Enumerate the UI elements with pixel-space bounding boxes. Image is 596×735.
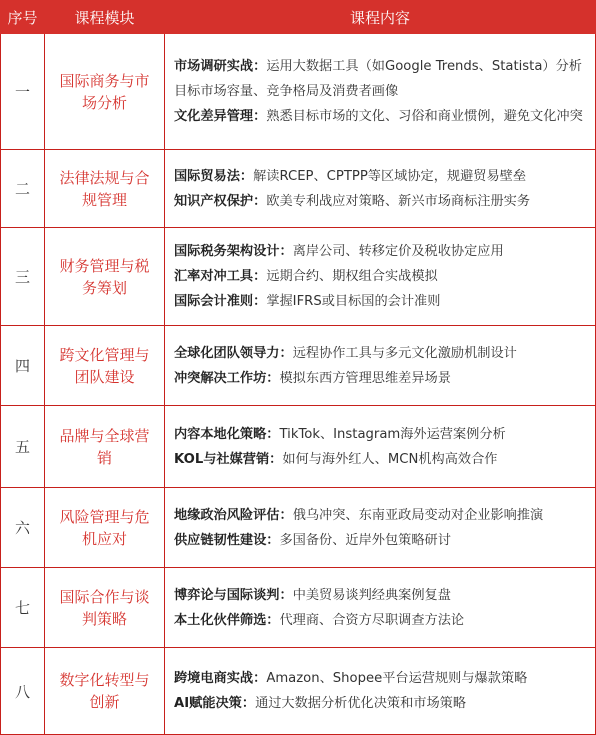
item-text: 掌握IFRS或目标国的会计准则 [266,294,441,309]
content-item [174,366,595,391]
table-row [1,568,596,648]
item-text: 如何与海外红人、MCN机构高效合作 [282,451,498,467]
item-text: 俄乌冲突、东南亚政局变动对企业影响推演 [292,507,544,523]
row-content [165,648,596,735]
row-content [165,488,596,568]
row-content [165,406,596,488]
content-item [174,691,595,716]
row-content [165,326,596,406]
content-item [174,583,595,608]
item-text: TikTok、Instagram海外运营案例分析 [279,426,506,442]
item-text: 熟悉目标市场的文化、习俗和商业惯例，避免文化冲突 [266,109,583,124]
table-row [1,648,596,735]
item-text: 代理商、合资方尽职调查方法论 [279,612,465,628]
item-title: 跨境电商实战： [174,671,267,686]
content-item [174,54,595,104]
item-title: 国际贸易法： [174,168,254,184]
row-module: 财务管理与税务筹划 [45,228,165,326]
item-text: Amazon、Shopee平台运营规则与爆款策略 [266,671,528,686]
row-module: 国际商务与市场分析 [45,34,165,150]
item-text: 远期合约、期权组合实战模拟 [266,269,438,284]
item-title: 知识产权保护： [174,193,267,209]
content-item [174,264,595,289]
table-row [1,228,596,326]
table-row [1,326,596,406]
content-item [174,447,595,472]
row-index: 四 [1,326,45,406]
item-text: 欧美专利战应对策略、新兴市场商标注册实务 [266,193,531,209]
item-title: 全球化团队领导力： [174,345,293,361]
row-module: 风险管理与危机应对 [45,488,165,568]
row-content [165,150,596,228]
row-content [165,34,596,150]
item-title: 汇率对冲工具： [174,269,267,284]
content-item [174,239,595,264]
table-row [1,488,596,568]
item-title: AI赋能决策： [174,696,256,711]
item-title: 地缘政治风险评估： [174,507,293,523]
item-text: 离岸公司、转移定价及税收协定应用 [292,244,504,259]
table-row [1,406,596,488]
content-item [174,666,595,691]
row-content [165,568,596,648]
table-header-row [1,1,596,34]
content-item [174,189,595,214]
content-item [174,503,595,528]
row-index: 二 [1,150,45,228]
item-title: 博弈论与国际谈判： [174,587,293,603]
item-text: 远程协作工具与多元文化激励机制设计 [292,345,517,361]
content-item [174,422,595,447]
item-text: 通过大数据分析优化决策和市场策略 [255,696,467,711]
row-module: 法律法规与合规管理 [45,150,165,228]
item-text: 模拟东西方管理思维差异场景 [279,370,451,386]
content-item [174,608,595,633]
content-item [174,104,595,129]
item-title: 市场调研实战： [174,59,267,74]
header-module: 课程模块 [45,1,165,34]
item-title: 国际税务架构设计： [174,244,293,259]
row-module: 跨文化管理与团队建设 [45,326,165,406]
header-content: 课程内容 [165,1,596,34]
item-text: 中美贸易谈判经典案例复盘 [292,587,451,603]
row-content [165,228,596,326]
content-item [174,164,595,189]
item-text: 解读RCEP、CPTPP等区域协定，规避贸易壁垒 [253,168,527,184]
row-module: 国际合作与谈判策略 [45,568,165,648]
row-index: 八 [1,648,45,735]
item-title: 内容本地化策略： [174,426,280,442]
content-item [174,528,595,553]
item-title: 本土化伙伴筛选： [174,612,280,628]
item-text: 运用大数据工具（如Google Trends、Statista）分析目标市场容量、竞争格局及消费者画像 [174,59,582,99]
table-row [1,34,596,150]
header-index: 序号 [1,1,45,34]
row-index: 一 [1,34,45,150]
row-index: 七 [1,568,45,648]
row-index: 五 [1,406,45,488]
row-module: 品牌与全球营销 [45,406,165,488]
item-title: KOL与社媒营销： [174,451,283,467]
content-item [174,289,595,314]
content-item [174,341,595,366]
table-row [1,150,596,228]
row-index: 六 [1,488,45,568]
item-title: 冲突解决工作坊： [174,370,280,386]
item-text: 多国备份、近岸外包策略研讨 [279,532,451,548]
item-title: 文化差异管理： [174,109,267,124]
row-index: 三 [1,228,45,326]
item-title: 国际会计准则： [174,294,267,309]
row-module: 数字化转型与创新 [45,648,165,735]
item-title: 供应链韧性建设： [174,532,280,548]
